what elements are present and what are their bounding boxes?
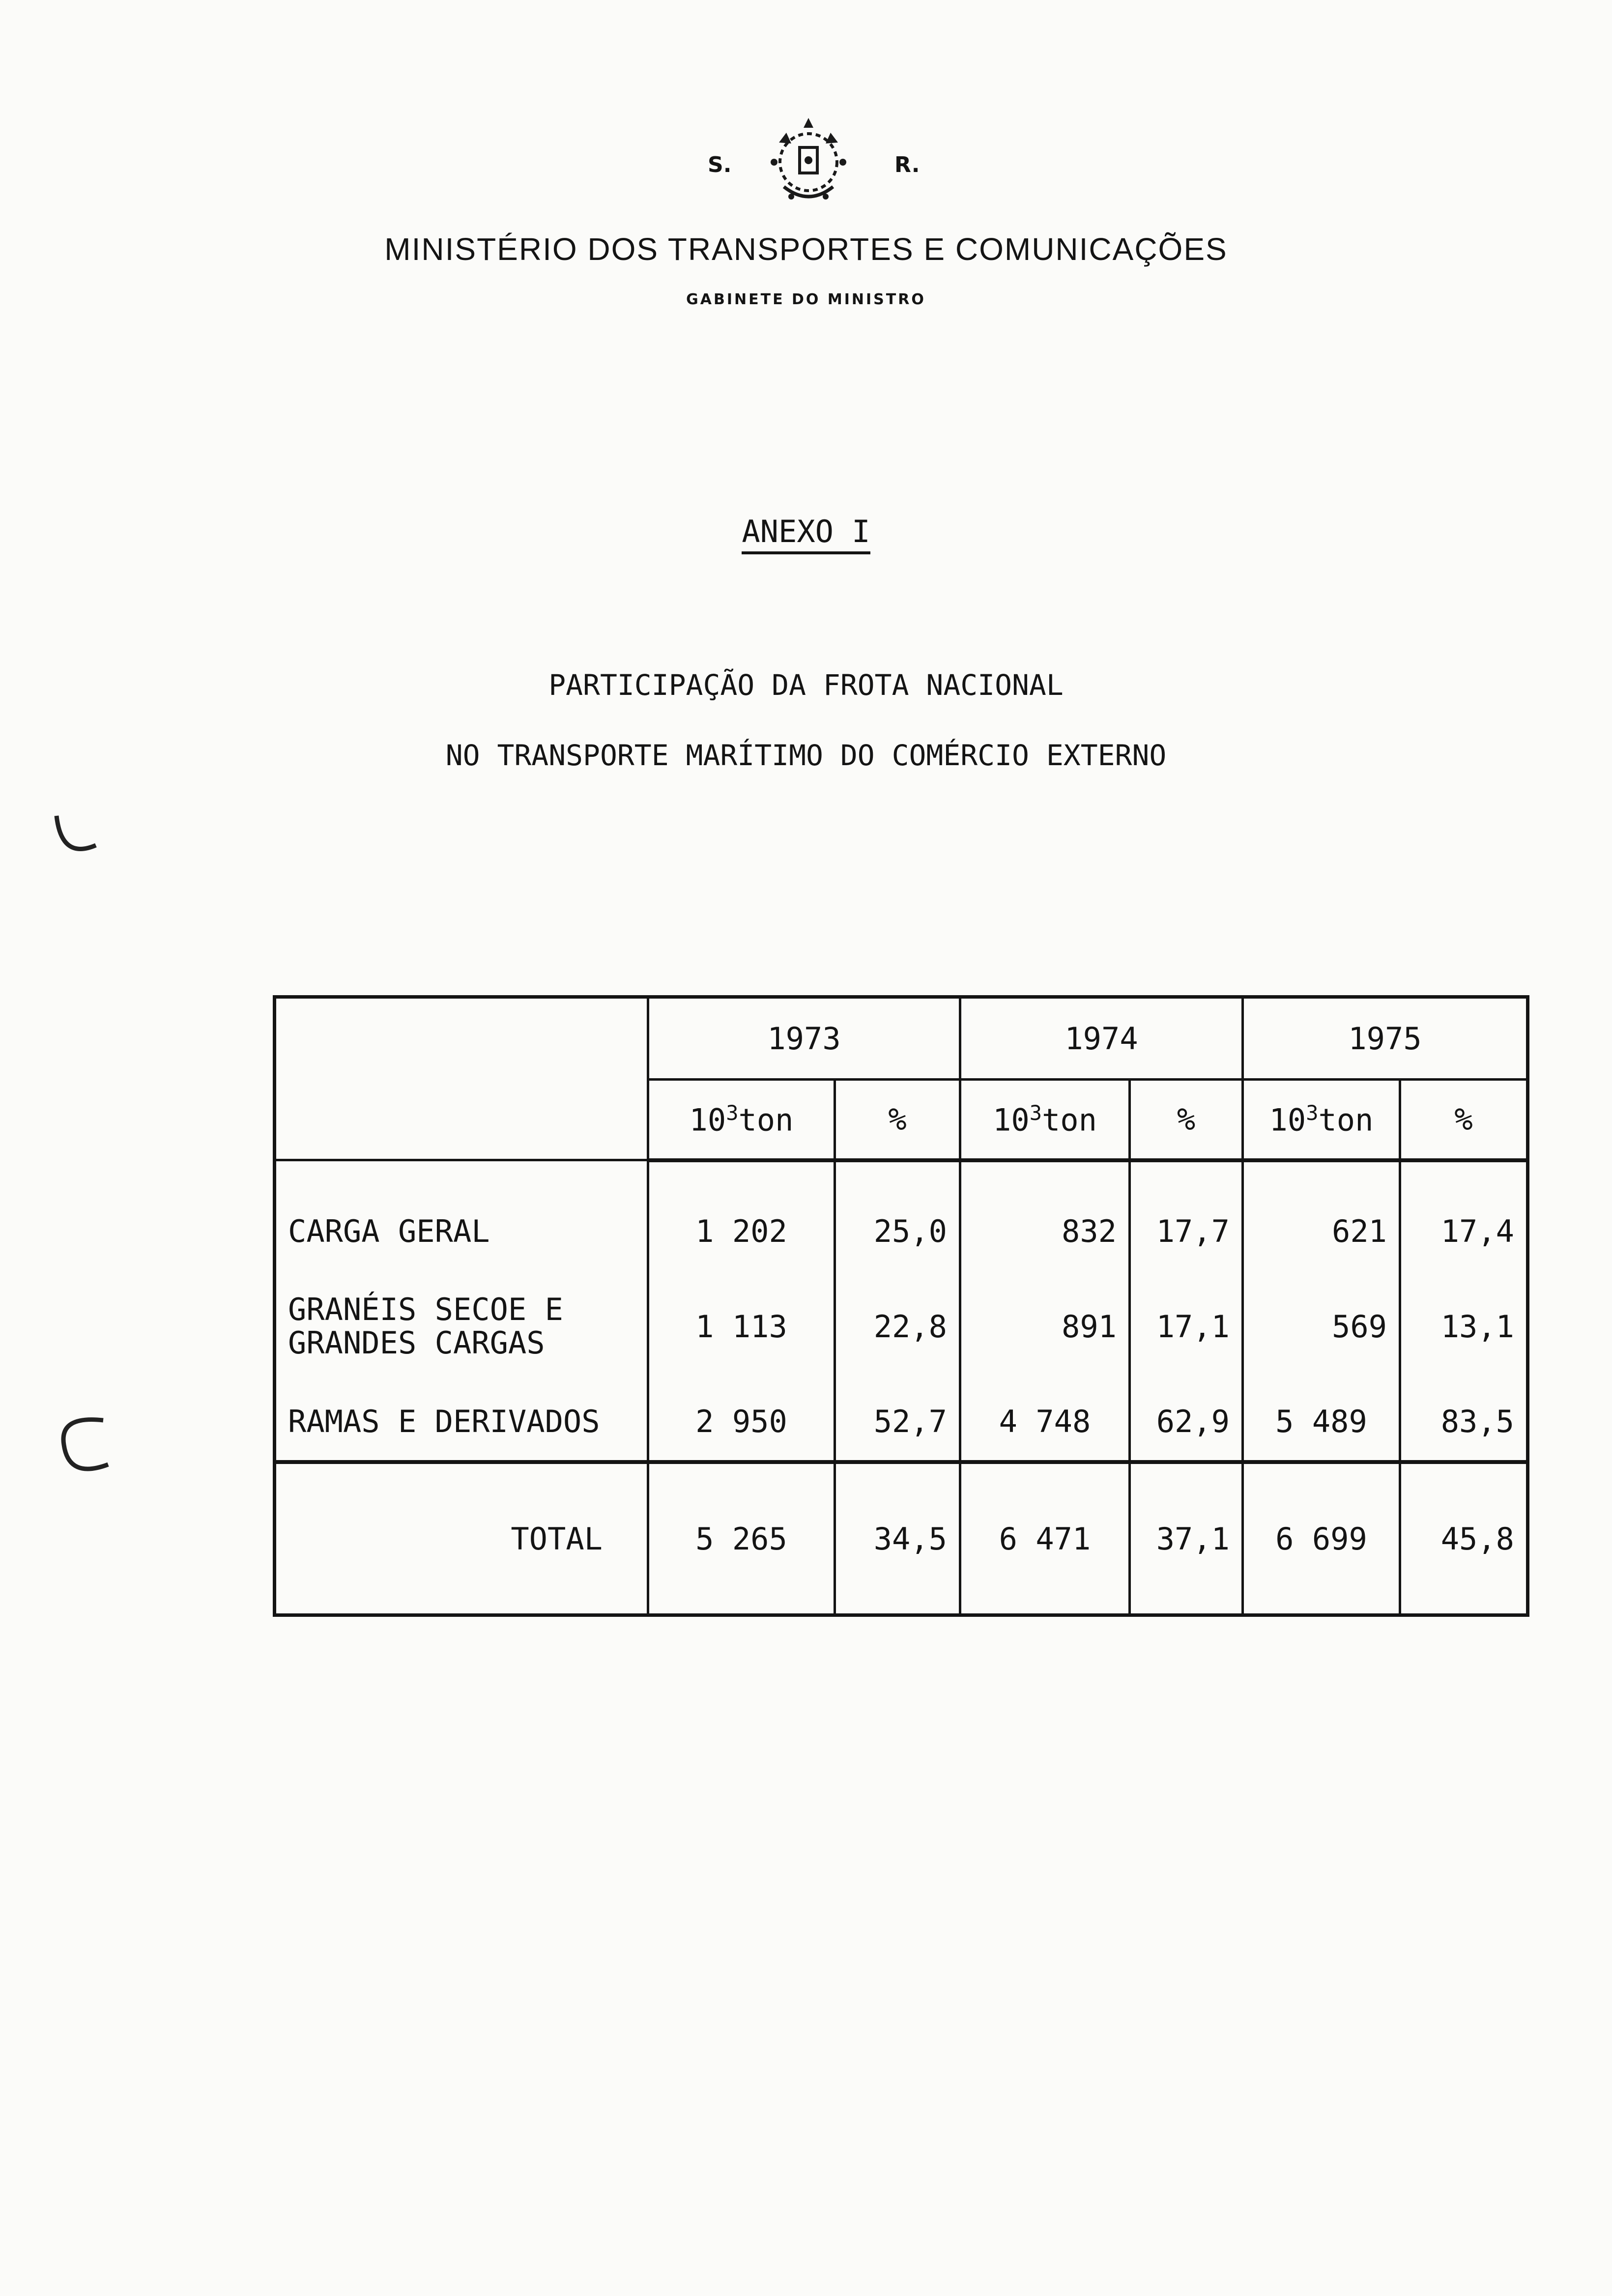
cell-tonnage: 621 xyxy=(1243,1193,1400,1270)
total-percent: 34,5 xyxy=(835,1462,960,1615)
seal-letter-s: S. xyxy=(708,152,732,177)
table-row xyxy=(275,1270,1528,1383)
cell-percent: 17,7 xyxy=(1130,1193,1243,1270)
total-tonnage: 5 265 xyxy=(648,1462,835,1615)
cell-tonnage: 832 xyxy=(960,1193,1130,1270)
punch-hole-mark xyxy=(47,806,106,875)
row-label: RAMAS E DERIVADOS xyxy=(275,1383,648,1462)
cell-percent: 62,9 xyxy=(1130,1383,1243,1462)
annex-label: ANEXO I xyxy=(742,514,870,554)
cell-tonnage: 2 950 xyxy=(648,1383,835,1462)
total-tonnage: 6 699 xyxy=(1243,1462,1400,1615)
punch-hole-mark xyxy=(54,1406,113,1484)
cell-tonnage: 4 748 xyxy=(960,1383,1130,1462)
table-title-line1: PARTICIPAÇÃO DA FROTA NACIONAL xyxy=(548,668,1064,702)
total-label: TOTAL xyxy=(275,1462,648,1615)
unit-header-tonnage: $10^3ton$ xyxy=(648,1080,835,1160)
row-label: GRANÉIS SECOE E GRANDES CARGAS xyxy=(275,1270,648,1383)
cell-tonnage: 1 202 xyxy=(648,1193,835,1270)
cell-percent: 52,7 xyxy=(835,1383,960,1462)
cell-percent: 17,1 xyxy=(1130,1270,1243,1383)
cell-tonnage: 5 489 xyxy=(1243,1383,1400,1462)
cell-percent: 22,8 xyxy=(835,1270,960,1383)
cell-tonnage: 891 xyxy=(960,1270,1130,1383)
cell-tonnage: 1 113 xyxy=(648,1270,835,1383)
ministry-name: MINISTÉRIO DOS TRANSPORTES E COMUNICAÇÕES xyxy=(384,231,1228,267)
unit-header-tonnage: $10^3ton$ xyxy=(960,1080,1130,1160)
cell-percent: 83,5 xyxy=(1400,1383,1528,1462)
cell-percent: 17,4 xyxy=(1400,1193,1528,1270)
seal-letter-r: R. xyxy=(894,152,920,177)
row-label-header xyxy=(275,997,648,1160)
table-title-line2: NO TRANSPORTE MARÍTIMO DO COMÉRCIO EXTERNO xyxy=(445,739,1167,772)
cell-tonnage: 569 xyxy=(1243,1270,1400,1383)
year-1973-header: 1973 xyxy=(648,997,960,1080)
unit-header-tonnage: $10^3ton$ xyxy=(1243,1080,1400,1160)
spacer-row xyxy=(275,1160,1528,1193)
cabinet-name: GABINETE DO MINISTRO xyxy=(686,291,926,308)
year-1974-header: 1974 xyxy=(960,997,1243,1080)
unit-header-percent: % xyxy=(1400,1080,1528,1160)
row-label: CARGA GERAL xyxy=(275,1193,648,1270)
year-header-row xyxy=(275,997,1528,1080)
annex-heading xyxy=(0,514,1612,549)
total-row xyxy=(275,1462,1528,1615)
cell-percent: 13,1 xyxy=(1400,1270,1528,1383)
cell-percent: 25,0 xyxy=(835,1193,960,1270)
total-percent: 37,1 xyxy=(1130,1462,1243,1615)
year-1975-header: 1975 xyxy=(1243,997,1528,1080)
fleet-participation-table xyxy=(273,995,1529,1617)
table-row xyxy=(275,1383,1528,1462)
unit-header-percent: % xyxy=(835,1080,960,1160)
table-row xyxy=(275,1193,1528,1270)
total-tonnage: 6 471 xyxy=(960,1462,1130,1615)
unit-header-percent: % xyxy=(1130,1080,1243,1160)
total-percent: 45,8 xyxy=(1400,1462,1528,1615)
coat-of-arms-icon xyxy=(745,113,872,211)
seal-group xyxy=(698,113,973,211)
